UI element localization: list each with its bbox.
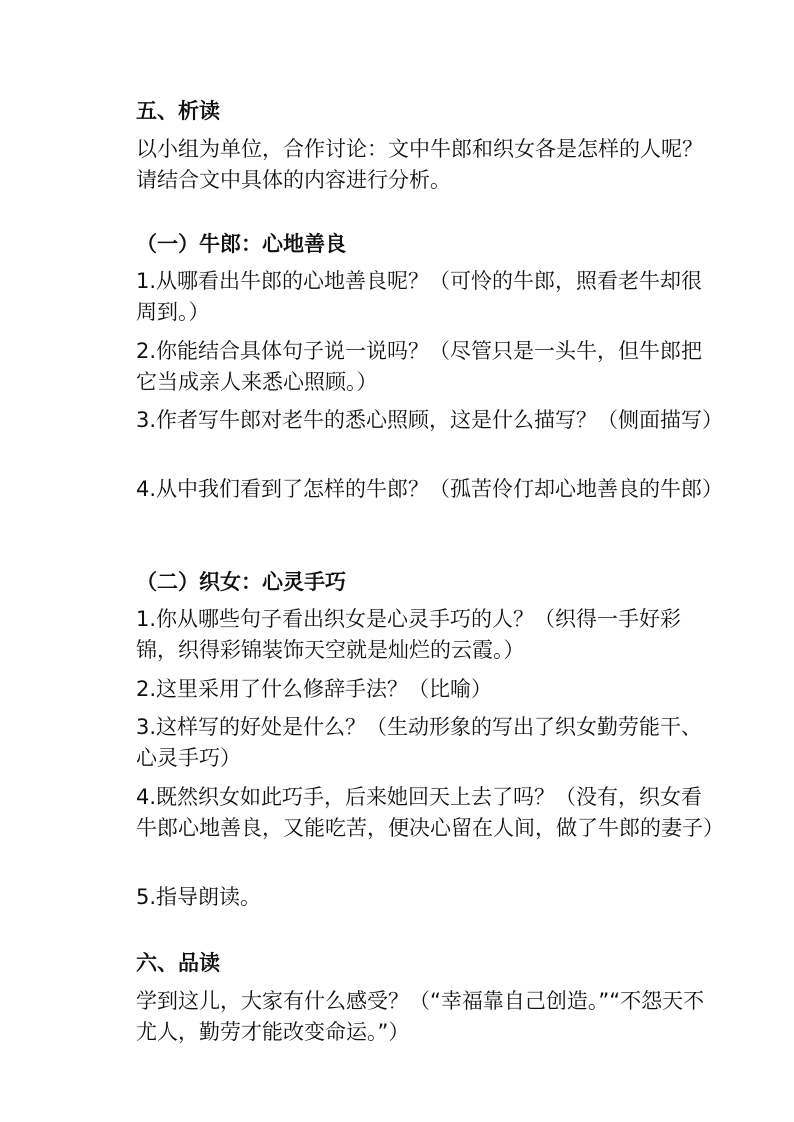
part-one-item-4: 4.从中我们看到了怎样的牛郎？（孤苦伶仃却心地善良的牛郎） xyxy=(136,477,724,501)
part-one-heading: （一）牛郎：心地善良 xyxy=(136,232,346,256)
part-two-item-4: 4.既然织女如此巧手，后来她回天上去了吗？（没有，织女看牛郎心地善良，又能吃苦，便决心留在人间，做了牛郎的妻子） xyxy=(136,785,724,840)
part-one-item-1: 1.从哪看出牛郎的心地善良呢？（可怜的牛郎，照看老牛却很周到。） xyxy=(136,269,703,324)
part-one-item-2: 2.你能结合具体句子说一说吗？（尽管只是一头牛，但牛郎把它当成亲人来悉心照顾。） xyxy=(136,339,703,394)
part-two-item-3: 3.这样写的好处是什么？（生动形象的写出了织女勤劳能干、心灵手巧） xyxy=(136,715,703,770)
section-six-text: 学到这儿，大家有什么感受？（“幸福靠自己创造。”“不怨天不尤人，勤劳才能改变命运。”） xyxy=(136,989,705,1044)
part-two-item-5: 5.指导朗读。 xyxy=(136,885,262,909)
part-two-item-1: 1.你从哪些句子看出织女是心灵手巧的人？（织得一手好彩锦，织得彩锦装饰天空就是灿烂的云霞。） xyxy=(136,607,682,662)
part-one-item-3: 3.作者写牛郎对老牛的悉心照顾，这是什么描写？（侧面描写） xyxy=(136,408,724,432)
section-five-heading: 五、析读 xyxy=(136,99,220,123)
part-two-item-2: 2.这里采用了什么修辞手法？（比喻） xyxy=(136,677,493,701)
part-two-heading: （二）织女：心灵手巧 xyxy=(136,570,346,594)
section-five-intro: 以小组为单位，合作讨论：文中牛郎和织女各是怎样的人呢？请结合文中具体的内容进行分析。 xyxy=(136,137,703,192)
section-six-heading: 六、品读 xyxy=(136,951,220,975)
